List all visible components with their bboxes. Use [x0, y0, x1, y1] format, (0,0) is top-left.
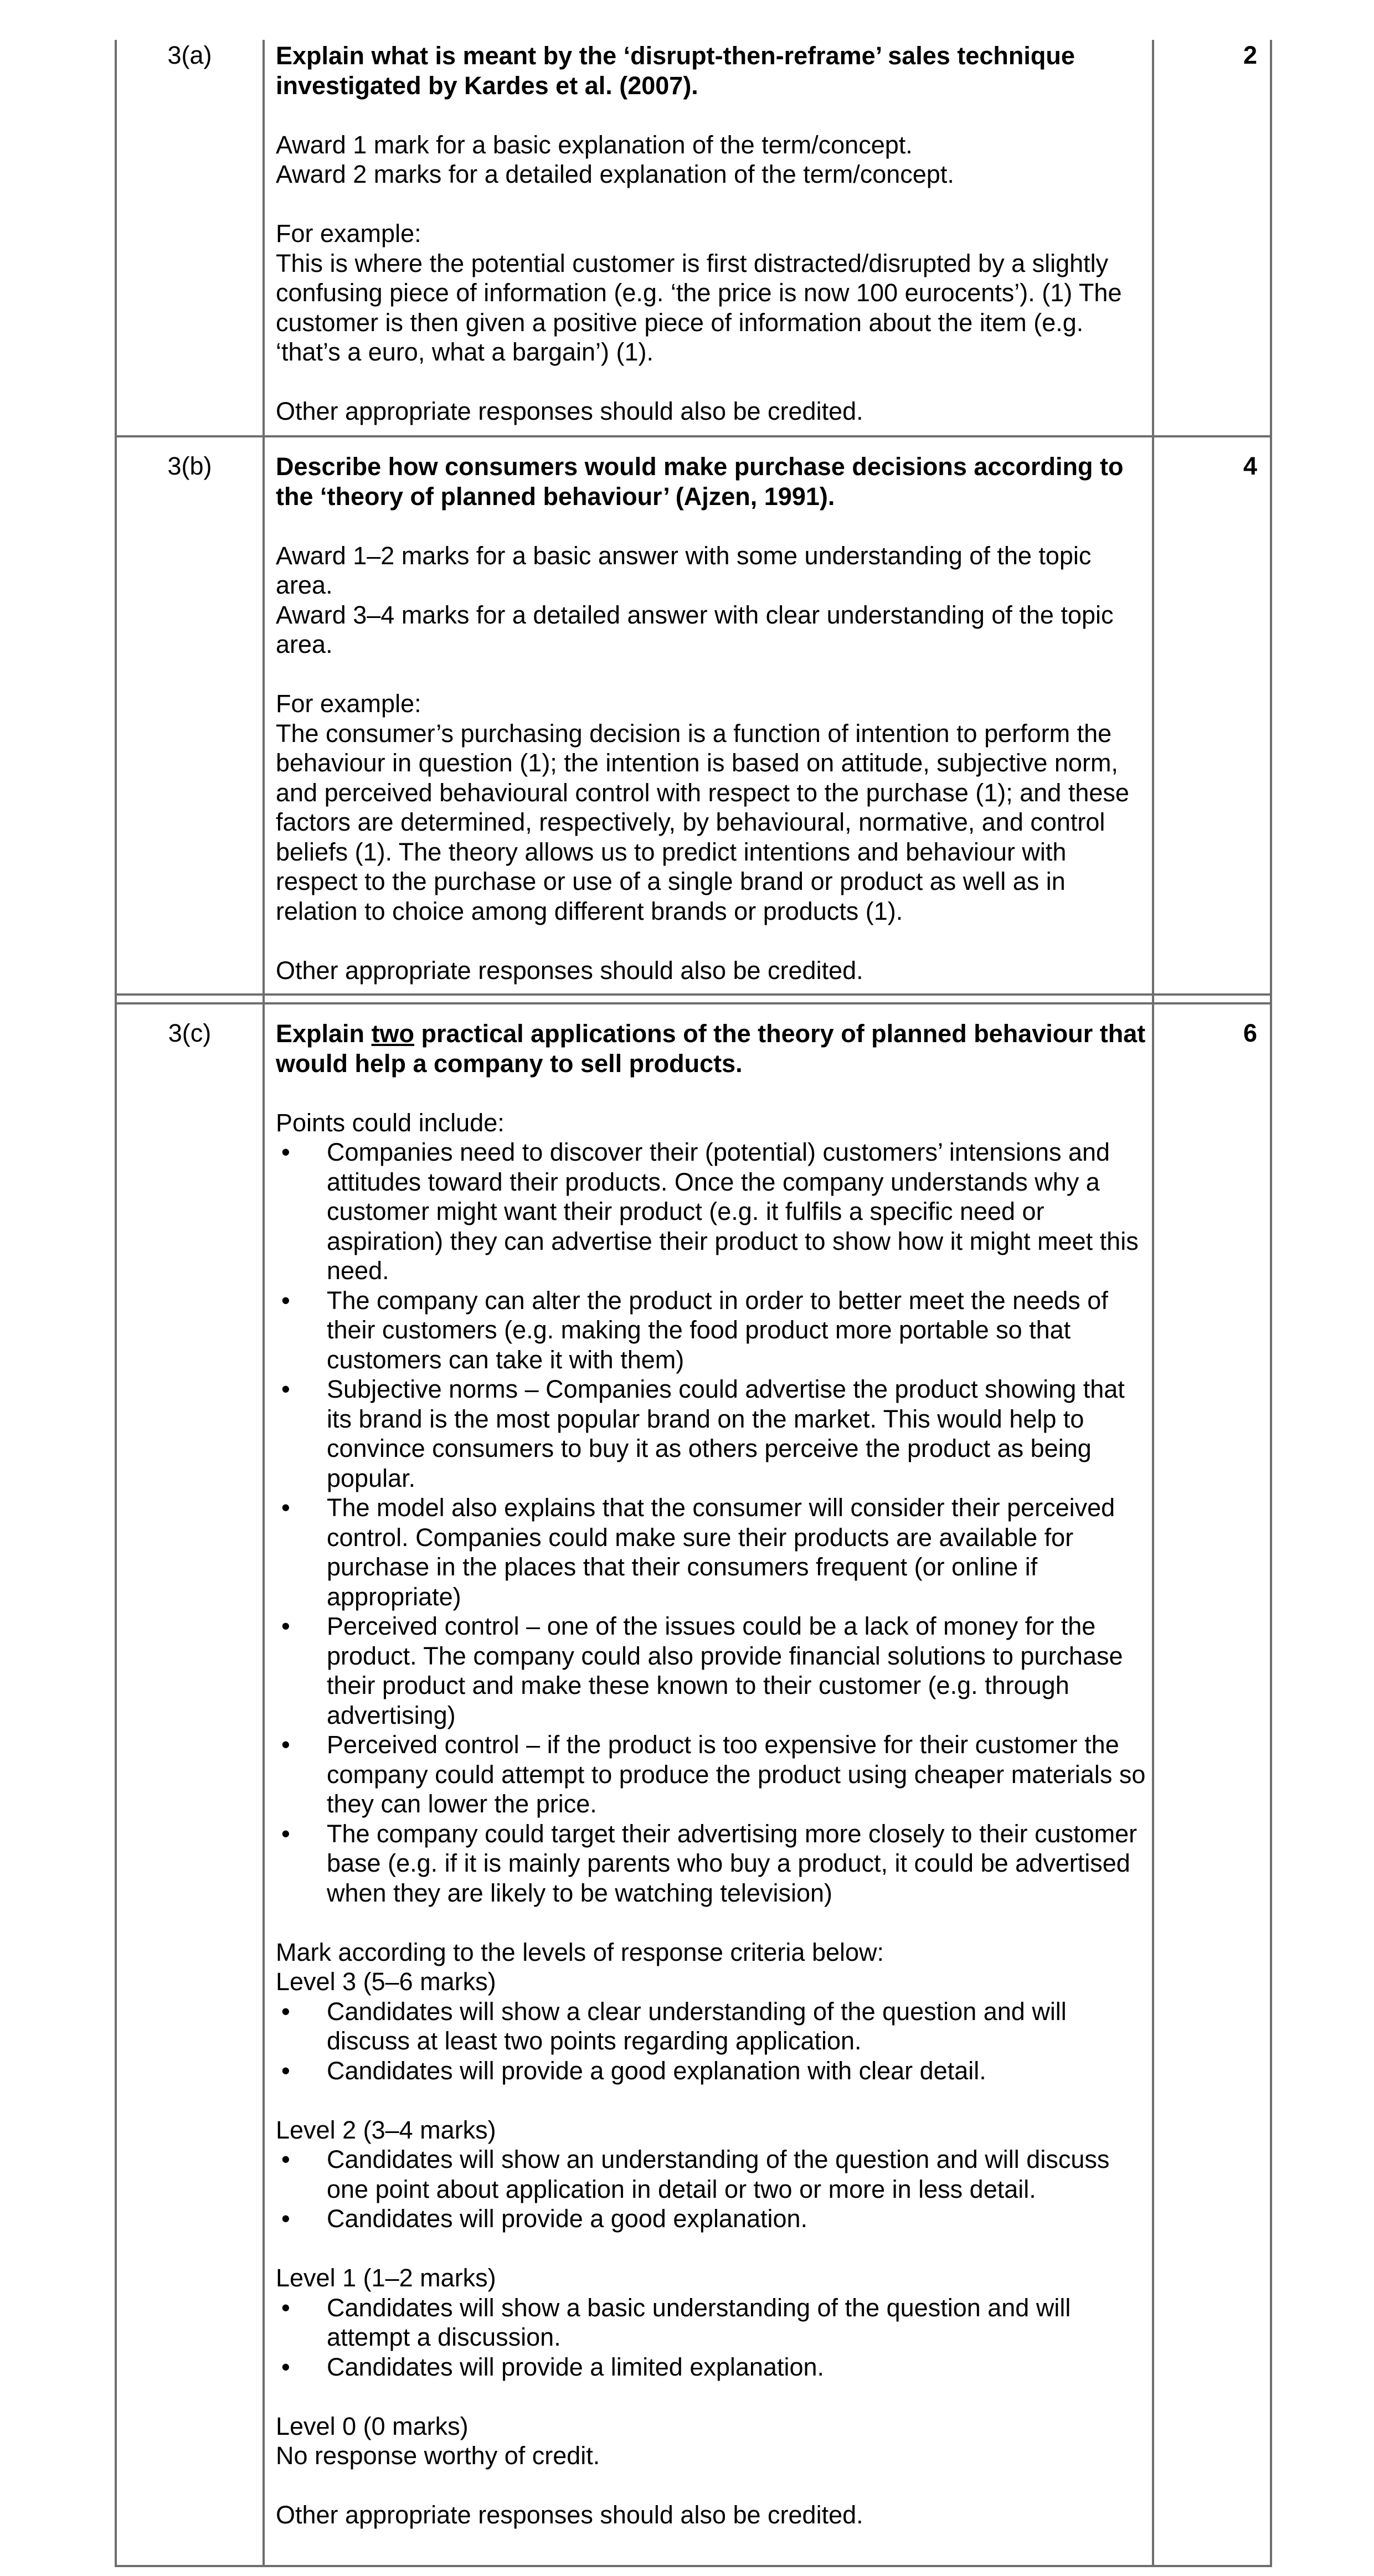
bullet-icon: • — [281, 1375, 290, 1403]
question-text-part: Explain — [276, 1019, 372, 1048]
list-item — [276, 1137, 1150, 1286]
table-divider-marks — [1152, 40, 1154, 2567]
marks-3c: 6 — [1243, 1019, 1257, 1047]
list-item — [276, 2204, 1150, 2234]
level-3-list — [276, 1997, 1150, 2086]
list-item — [276, 1997, 1150, 2056]
list-item — [276, 2293, 1150, 2352]
levels-intro: Mark according to the levels of response criteria below: — [276, 1938, 884, 1966]
award-line: Award 2 marks for a detailed explanation of the term/concept. — [276, 160, 954, 188]
question-text-underlined: two — [371, 1019, 415, 1048]
example-text: The consumer’s purchasing decision is a function of intention to perform the behaviour in question (1); the intention is based on attitude, subjective norm, and perceived behavioural control with respect to the purchase (1); and these factors are determined, respectively, by behavioural, normative, and control beliefs (1). The theory allows us to predict intentions and behaviour with respect to the purchase or use of a single brand or product as well as in relation to choice among different brands or products (1). — [276, 719, 1129, 925]
list-item-text: The company could target their advertising more closely to their customer base (e.g. if it is mainly parents who buy a product, it could be advertised when they are likely to be watching television) — [327, 1819, 1138, 1907]
example-heading: For example: — [276, 689, 421, 718]
closing-note: Other appropriate responses should also be credited. — [276, 2501, 863, 2529]
bullet-icon: • — [281, 2145, 290, 2173]
list-item-text: Candidates will provide a good explanation. — [327, 2204, 808, 2233]
list-item-text: Candidates will show a basic understanding of the question and will attempt a discussion. — [327, 2293, 1071, 2351]
list-item — [276, 1819, 1150, 1908]
bullet-icon: • — [281, 2293, 290, 2322]
marks-3b: 4 — [1243, 452, 1257, 480]
bullet-icon: • — [281, 1730, 290, 1759]
list-item-text: Companies need to discover their (potential) customers’ intensions and attitudes toward their products. Once the company understands why a customer might want their product (e.g. it fulfils a specific need or aspiration) they can advertise their product to show how it might meet this need. — [327, 1138, 1139, 1285]
bullet-icon: • — [281, 2204, 290, 2233]
question-number-3c: 3(c) — [168, 1019, 212, 1047]
answer-cell-3b — [276, 452, 1150, 985]
level-2-list — [276, 2145, 1150, 2234]
level-0-heading: Level 0 (0 marks) — [276, 2412, 469, 2440]
row-divider-3a-3b — [115, 435, 1272, 437]
list-item — [276, 2145, 1150, 2204]
bullet-icon: • — [281, 1286, 290, 1315]
closing-note: Other appropriate responses should also be credited. — [276, 956, 863, 985]
award-line: Award 1–2 marks for a basic answer with some understanding of the topic area. — [276, 541, 1092, 599]
question-text-part: practical applications of the theory of planned behaviour that would help a company to sell products. — [276, 1019, 1146, 1078]
list-item-text: Candidates will show an understanding of the question and will discuss one point about application in detail or two or more in less detail. — [327, 2145, 1110, 2203]
example-text: This is where the potential customer is first distracted/disrupted by a slightly confusing piece of information (e.g. ‘the price is now 100 eurocents’). (1) The customer is then given a positive piece of information about the item (e.g. ‘that’s a euro, what a bargain’) (1). — [276, 249, 1122, 366]
answer-cell-3c — [276, 1019, 1150, 2530]
list-item-text: Candidates will show a clear understanding of the question and will discuss at least two points regarding application. — [327, 1997, 1067, 2055]
level-1-heading: Level 1 (1–2 marks) — [276, 2264, 496, 2292]
list-item — [276, 1374, 1150, 1493]
bullet-icon: • — [281, 1493, 290, 1522]
table-divider-question-number — [263, 40, 265, 2567]
marks-3a: 2 — [1243, 41, 1257, 69]
table-border-right — [1270, 40, 1272, 2567]
list-item-text: Perceived control – if the product is too expensive for their customer the company could attempt to produce the product using cheaper materials so they can lower the price. — [327, 1730, 1146, 1818]
bullet-icon: • — [281, 2352, 290, 2381]
award-line: Award 1 mark for a basic explanation of the term/concept. — [276, 130, 913, 159]
answer-cell-3a — [276, 41, 1150, 426]
list-item — [276, 1493, 1150, 1611]
list-item-text: Candidates will provide a limited explanation. — [327, 2352, 825, 2381]
level-2-heading: Level 2 (3–4 marks) — [276, 2115, 496, 2144]
bullet-icon: • — [281, 1997, 290, 2026]
award-line: Award 3–4 marks for a detailed answer with clear understanding of the topic area. — [276, 600, 1114, 658]
list-item-text: The company can alter the product in order to better meet the needs of their customers (e.g. making the food product more portable so that customers can take it with them) — [327, 1286, 1108, 1374]
example-heading: For example: — [276, 219, 421, 248]
list-item-text: The model also explains that the consumer will consider their perceived control. Companies could make sure their products are available for purchase in the places that their consumers frequent (or online if appropriate) — [327, 1493, 1115, 1611]
table-border-bottom — [115, 2565, 1272, 2567]
row-divider-3b-3c-top — [115, 993, 1272, 996]
list-item-text: Candidates will provide a good explanation with clear detail. — [327, 2056, 986, 2085]
list-item — [276, 1730, 1150, 1819]
level-3-heading: Level 3 (5–6 marks) — [276, 1967, 496, 1996]
list-item-text: Perceived control – one of the issues could be a lack of money for the product. The company could also provide financial solutions to purchase their product and make these known to their customer (e.g. through advertising) — [327, 1612, 1123, 1729]
bullet-icon: • — [281, 2056, 290, 2085]
question-number-3b: 3(b) — [167, 452, 212, 480]
list-item — [276, 2056, 1150, 2086]
bullet-icon: • — [281, 1612, 290, 1640]
closing-note: Other appropriate responses should also be credited. — [276, 397, 863, 425]
list-item — [276, 1611, 1150, 1730]
question-text-3b: Describe how consumers would make purchase decisions according to the ‘theory of planned behaviour’ (Ajzen, 1991). — [276, 452, 1124, 511]
level-0-text: No response worthy of credit. — [276, 2441, 600, 2470]
question-number-3a: 3(a) — [167, 41, 212, 69]
points-heading: Points could include: — [276, 1108, 505, 1137]
bullet-icon: • — [281, 1138, 290, 1166]
list-item — [276, 1286, 1150, 1375]
list-item-text: Subjective norms – Companies could advertise the product showing that its brand is the most popular brand on the market. This would help to convince consumers to buy it as others perceive the product as being popular. — [327, 1375, 1125, 1492]
question-text-3a: Explain what is meant by the ‘disrupt-then-reframe’ sales technique investigated by Kardes et al. (2007). — [276, 42, 1075, 100]
table-border-left — [115, 40, 117, 2567]
bullet-icon: • — [281, 1819, 290, 1848]
question-text-3c — [276, 1019, 1150, 1078]
level-1-list — [276, 2293, 1150, 2382]
list-item — [276, 2352, 1150, 2382]
points-list — [276, 1137, 1150, 1908]
row-divider-3b-3c-bottom — [115, 1002, 1272, 1004]
